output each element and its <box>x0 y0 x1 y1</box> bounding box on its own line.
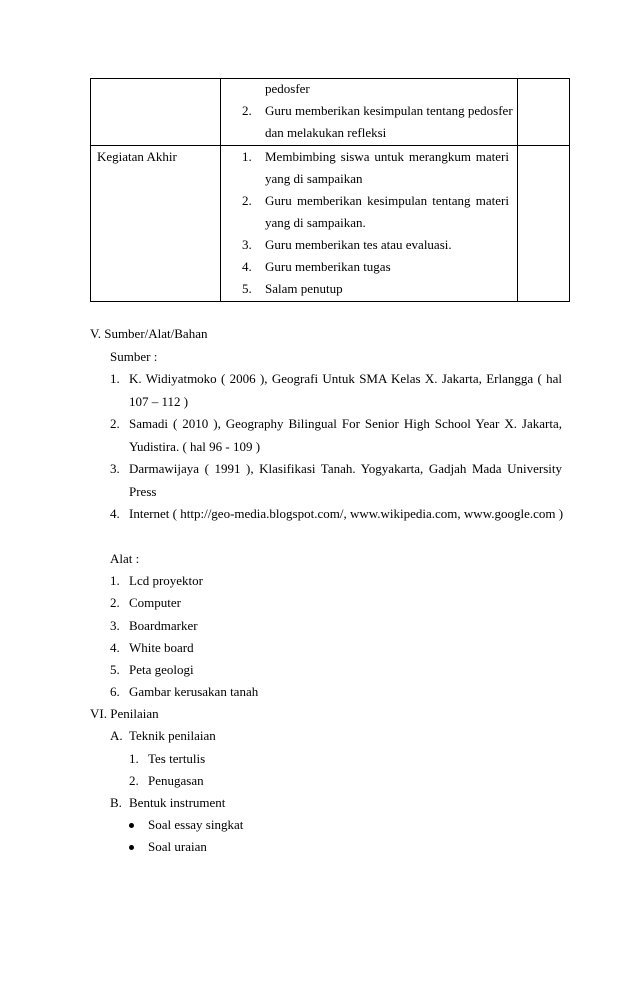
table-cell-line: yang di sampaikan. <box>265 215 366 230</box>
list-item: Soal uraian <box>148 839 207 854</box>
table-item-number: 1. <box>242 149 252 164</box>
list-number: 5. <box>110 662 120 677</box>
table-cell-line: Guru memberikan kesimpulan tentang materi <box>265 193 509 208</box>
table-cell-line: Guru memberikan tes atau evaluasi. <box>265 237 452 252</box>
section-heading: VI. Penilaian <box>90 706 159 721</box>
table-cell-line: Membimbing siswa untuk merangkum materi <box>265 149 509 164</box>
bullet-icon <box>129 823 134 828</box>
table-cell-line: Salam penutup <box>265 281 343 296</box>
subsection-title: Teknik penilaian <box>129 728 216 743</box>
list-number: 2. <box>129 773 139 788</box>
reference-line: Internet ( http://geo-media.blogspot.com/, www.wikipedia.com, www.google.com ) <box>129 506 564 521</box>
lesson-activity-table <box>90 78 570 302</box>
list-item: Penugasan <box>148 773 204 788</box>
subsection-title: Bentuk instrument <box>129 795 226 810</box>
list-number: 1. <box>110 573 120 588</box>
list-item: Boardmarker <box>129 618 198 633</box>
list-item: Computer <box>129 595 181 610</box>
alat-label: Alat : <box>110 551 140 566</box>
list-letter: A. <box>110 728 123 743</box>
reference-line: Darmawijaya ( 1991 ), Klasifikasi Tanah. Yogyakarta, Gadjah Mada University <box>129 461 562 476</box>
table-cell-line: yang di sampaikan <box>265 171 363 186</box>
table-item-number: 3. <box>242 237 252 252</box>
table-column-divider <box>220 79 221 301</box>
list-number: 3. <box>110 461 120 476</box>
table-cell-line: dan melakukan refleksi <box>265 125 387 140</box>
table-item-number: 4. <box>242 259 252 274</box>
table-cell-line: pedosfer <box>265 81 310 96</box>
list-item: Peta geologi <box>129 662 194 677</box>
reference-line: Press <box>129 484 157 499</box>
list-number: 4. <box>110 640 120 655</box>
reference-line: K. Widiyatmoko ( 2006 ), Geografi Untuk SMA Kelas X. Jakarta, Erlangga ( hal <box>129 371 562 386</box>
table-column-divider <box>517 79 518 301</box>
table-row-label: Kegiatan Akhir <box>97 149 177 164</box>
reference-line: Yudistira. ( hal 96 - 109 ) <box>129 439 261 454</box>
reference-line: 107 – 112 ) <box>129 394 189 409</box>
bullet-icon <box>129 845 134 850</box>
sumber-label: Sumber : <box>110 349 158 364</box>
list-letter: B. <box>110 795 122 810</box>
section-heading: V. Sumber/Alat/Bahan <box>90 326 208 341</box>
table-item-number: 5. <box>242 281 252 296</box>
list-item: White board <box>129 640 194 655</box>
table-cell-line: Guru memberikan tugas <box>265 259 391 274</box>
list-number: 3. <box>110 618 120 633</box>
reference-line: Samadi ( 2010 ), Geography Bilingual For Senior High School Year X. Jakarta, <box>129 416 562 431</box>
list-number: 6. <box>110 684 120 699</box>
list-item: Gambar kerusakan tanah <box>129 684 259 699</box>
table-row-divider <box>91 145 569 146</box>
list-number: 4. <box>110 506 120 521</box>
table-item-number: 2. <box>242 193 252 208</box>
table-item-number: 2. <box>242 103 252 118</box>
list-number: 1. <box>110 371 120 386</box>
list-number: 1. <box>129 751 139 766</box>
list-item: Soal essay singkat <box>148 817 244 832</box>
list-number: 2. <box>110 595 120 610</box>
list-number: 2. <box>110 416 120 431</box>
table-cell-line: Guru memberikan kesimpulan tentang pedosfer <box>265 103 513 118</box>
list-item: Tes tertulis <box>148 751 206 766</box>
list-item: Lcd proyektor <box>129 573 204 588</box>
